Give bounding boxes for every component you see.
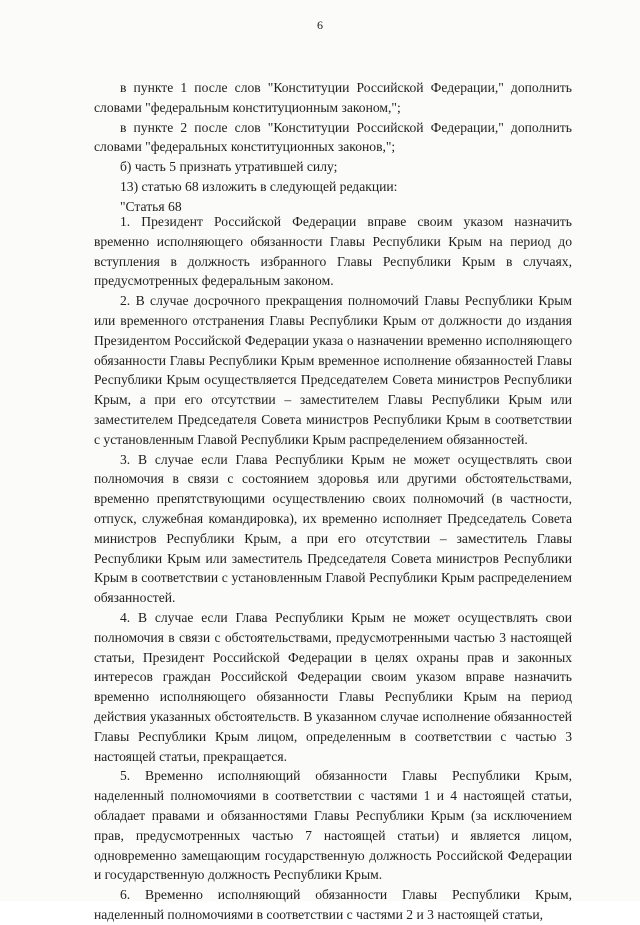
article-paragraph: 6. Временно исполняющий обязанности Главы Республики Крым, наделенный полномочиями в соответствии с частями 2 и 3 настоящей статьи, [94, 887, 572, 922]
amendment-item: 13) статью 68 изложить в следующей редакции: [120, 178, 398, 194]
article-body [94, 212, 572, 925]
amendment-item: в пункте 1 после слов "Конституции Российской Федерации," дополнить словами "федеральным конституционным законом,"; [94, 80, 572, 115]
article-heading: "Статья 68 [120, 198, 182, 214]
article-paragraph: 1. Президент Российской Федерации вправе своим указом назначить временно исполняющего обязанности Главы Республики Крым на период до вступления в должность избранного Главы Республики Крым в случаях, предусмотренных федеральным законом. [94, 214, 572, 289]
amendment-item: в пункте 2 после слов "Конституции Российской Федерации," дополнить словами "федеральных конституционных законов,"; [94, 119, 572, 155]
article-paragraph: 2. В случае досрочного прекращения полномочий Главы Республики Крым или временного отстранения Главы Республики Крым от должности до издания Президентом Российской Федерации указа о назначении временно исполняющего обязанности Главы Республики Крым временное исполнение обязанностей Главы Республики Крым осуществляется Председателем Совета министров Республики Крым, а при его отсутствии – заместителем Главы Республики Крым или заместителем Председателя Совета министров Республики Крым в соответствии с установленным Главой Республики Крым распределением обязанностей. [94, 293, 572, 447]
page-number: 6 [317, 18, 323, 32]
amendment-list [94, 78, 572, 217]
amendment-item: б) часть 5 признать утратившей силу; [120, 159, 338, 175]
article-paragraph: 5. Временно исполняющий обязанности Главы Республики Крым, наделенный полномочиями в соответствии с частями 1 и 4 настоящей статьи, обладает правами и обязанностями Главы Республики Крым (за исключением прав, предусмотренных частью 7 настоящей статьи) и является лицом, одновременно замещающим государственную должность Российской Федерации и государственную должность Республики Крым. [94, 768, 572, 883]
article-paragraph: 3. В случае если Глава Республики Крым не может осуществлять свои полномочия в связи с состоянием здоровья или другими обстоятельствами, временно препятствующими осуществлению своих полномочий (в частности, отпуск, служебная командировка), их временно исполняет Председатель Совета министров Республики Крым, а при его отсутствии – заместитель Главы Республики Крым или заместитель Председателя Совета министров Республики Крым в соответствии с установленным Главой Республики Крым распределением обязанностей. [94, 451, 572, 606]
article-paragraph: 4. В случае если Глава Республики Крым не может осуществлять свои полномочия в связи с обстоятельствами, предусмотренными частью 3 настоящей статьи, Президент Российской Федерации в целях охраны прав и законных интересов граждан Российской Федерации своим указом вправе назначить временно исполняющего обязанности Главы Республики Крым на период действия указанных обстоятельств. В указанном случае исполнение обязанностей Главы Республики Крым лицом, определенным в соответствии с частью 3 настоящей статьи, прекращается. [94, 609, 572, 764]
